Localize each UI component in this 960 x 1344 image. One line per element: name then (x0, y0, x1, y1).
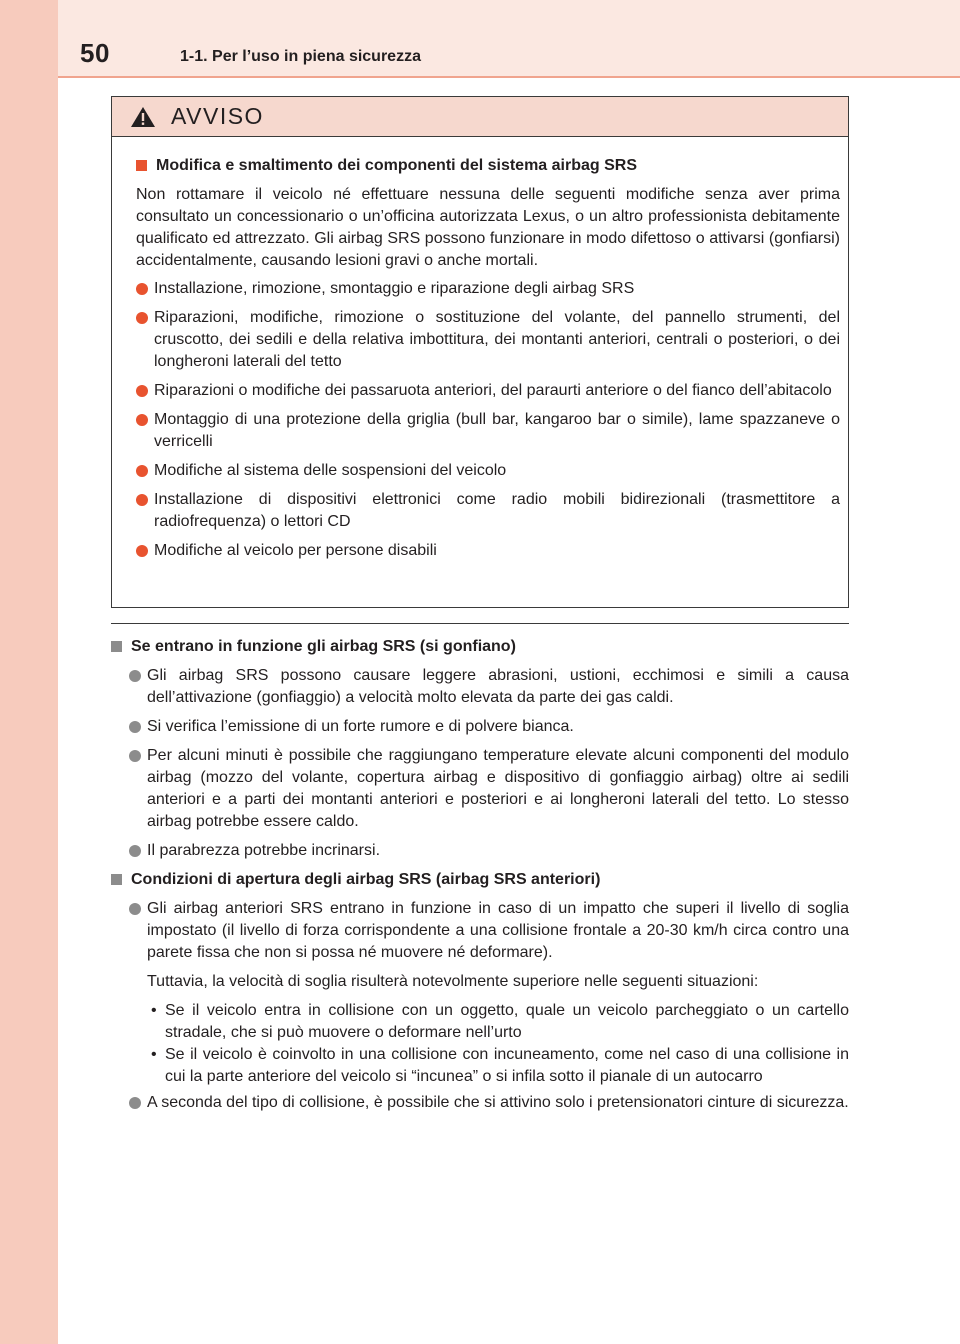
square-bullet-icon (136, 160, 147, 171)
list-item: Riparazioni o modifiche dei passaruota anteriori, del paraurti anteriore o del fianco dell’abitacolo (136, 380, 840, 402)
list-item: Montaggio di una protezione della griglia (bull bar, kangaroo bar o simile), lame spazzaneve o verricelli (136, 409, 840, 453)
dot-bullet-icon (129, 670, 141, 682)
conditions-note: Tuttavia, la velocità di soglia risulterà notevolmente superiore nelle seguenti situazioni: (147, 973, 759, 990)
square-bullet-icon (111, 641, 122, 652)
dot-bullet-icon (129, 903, 141, 915)
dot-bullet-icon (136, 385, 148, 397)
warning-box (111, 96, 849, 608)
section-heading-conditions: Condizioni di apertura degli airbag SRS (airbag SRS anteriori) (111, 869, 849, 891)
section-heading-inflate: Se entrano in funzione gli airbag SRS (si gonfiano) (111, 636, 849, 658)
warning-title: AVVISO (171, 103, 264, 129)
list-item: Gli airbag SRS possono causare leggere abrasioni, ustioni, ecchimosi e simili a causa dell’attivazione (gonfiaggio) a velocità molto elevata da parte dei gas caldi. (129, 665, 849, 709)
list-item: Per alcuni minuti è possibile che raggiungano temperature elevate alcuni componenti del modulo airbag (mozzo del volante, copertura airbag e dispositivo di gonfiaggio airbag) oltre ai sedili anteriori e a parti dei montanti anteriori e posteriori e ai longheroni laterali del tetto. Lo stesso airbag potrebbe essere caldo. (129, 745, 849, 833)
main-content (111, 636, 849, 1114)
list-item: A seconda del tipo di collisione, è possibile che si attivino solo i pretensionatori cinture di sicurezza. (129, 1092, 849, 1114)
dot-bullet-icon (136, 545, 148, 557)
warning-intro: Non rottamare il veicolo né effettuare nessuna delle seguenti modifiche senza aver prima consultato un concessionario o un’officina autorizzata Lexus, o un altro professionista debitamente qualificato ed attrezzato. Gli airbag SRS possono funzionare in modo difettoso o attivarsi (gonfiarsi) accidentalmente, causando lesioni gravi o anche mortali. (136, 186, 840, 269)
page-number: 50 (80, 38, 110, 68)
dot-bullet-icon (129, 750, 141, 762)
warning-list (136, 278, 840, 562)
list-item: Il parabrezza potrebbe incrinarsi. (129, 840, 849, 862)
warning-heading-text: Modifica e smaltimento dei componenti del sistema airbag SRS (156, 157, 637, 174)
dot-bullet-icon (136, 414, 148, 426)
dot-bullet-icon (136, 494, 148, 506)
inflate-list (111, 665, 849, 862)
dot-bullet-icon (136, 283, 148, 295)
dot-bullet-icon (129, 845, 141, 857)
list-item: Modifiche al sistema delle sospensioni del veicolo (136, 460, 840, 482)
conditions-list (111, 898, 849, 964)
dot-bullet-icon (129, 1097, 141, 1109)
list-item: Installazione, rimozione, smontaggio e riparazione degli airbag SRS (136, 278, 840, 300)
warning-body (112, 137, 848, 562)
dot-bullet-icon (136, 312, 148, 324)
divider (111, 623, 849, 624)
list-item: • Se il veicolo entra in collisione con un oggetto, quale un veicolo parcheggiato o un cartello stradale, che si può muovere o deformare nell’urto (151, 1002, 849, 1041)
warning-header (112, 97, 848, 137)
list-item: • Se il veicolo è coinvolto in una collisione con incuneamento, come nel caso di una collisione in cui la parte anteriore del veicolo si “incunea” o si infila sotto il pianale di un autocarro (151, 1046, 849, 1085)
side-strip (0, 0, 58, 1344)
list-item: Gli airbag anteriori SRS entrano in funzione in caso di un impatto che superi il livello di soglia impostato (il livello di forza corrispondente a una collisione frontale a 20-30 km/h circa contro una parete fissa che non si possa né muovere né deformare). (129, 898, 849, 964)
warning-triangle-icon (130, 106, 156, 128)
list-item: Installazione di dispositivi elettronici come radio mobili bidirezionali (trasmettitore a radiofrequenza) o lettori CD (136, 489, 840, 533)
page-header (58, 0, 960, 78)
warning-heading (136, 155, 840, 177)
conditions-list-2 (111, 1092, 849, 1114)
section-title: 1-1. Per l’uso in piena sicurezza (180, 48, 421, 65)
list-item: Si verifica l’emissione di un forte rumore e di polvere bianca. (129, 716, 849, 738)
dot-bullet-icon (136, 465, 148, 477)
list-item: Riparazioni, modifiche, rimozione o sostituzione del volante, del pannello strumenti, del cruscotto, dei sedili e della relativa imbottitura, dei montanti anteriori, centrali o posteriori, o dei longheroni laterali del tetto (136, 307, 840, 373)
dot-bullet-icon (129, 721, 141, 733)
square-bullet-icon (111, 874, 122, 885)
conditions-sublist (111, 1000, 849, 1088)
list-item: Modifiche al veicolo per persone disabili (136, 540, 840, 562)
